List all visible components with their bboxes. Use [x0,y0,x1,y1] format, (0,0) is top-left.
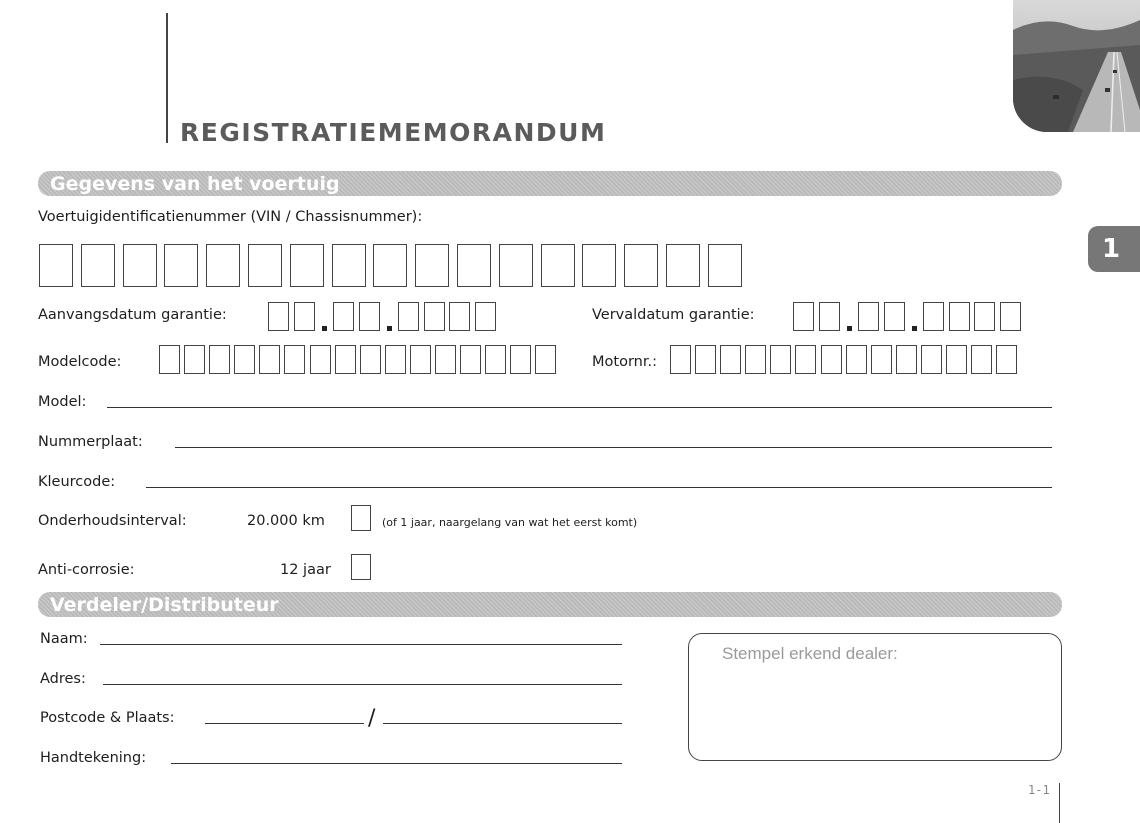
vin-box[interactable] [624,244,658,287]
model-code-boxes [159,345,561,374]
engine-no-label: Motornr.: [592,354,657,370]
date-separator-dot [847,326,852,331]
date-year-box[interactable] [949,302,970,331]
engine-no-box[interactable] [996,345,1017,374]
vin-box[interactable] [373,244,407,287]
model-code-box[interactable] [410,345,431,374]
vin-box[interactable] [164,244,198,287]
model-code-box[interactable] [510,345,531,374]
date-month-box[interactable] [333,302,354,331]
vin-box[interactable] [582,244,616,287]
highway-photo-illustration [1013,0,1140,132]
vin-box[interactable] [123,244,157,287]
anti-corrosion-value: 12 jaar [280,562,331,578]
date-separator-dot [387,326,392,331]
vin-boxes [39,244,750,287]
engine-no-box[interactable] [770,345,791,374]
dealer-signature-field[interactable] [171,763,622,764]
model-code-box[interactable] [209,345,230,374]
header-divider [166,13,168,143]
warranty-start-date-boxes [268,302,500,331]
engine-no-box[interactable] [896,345,917,374]
date-separator-dot [912,326,917,331]
section-header-vehicle: Gegevens van het voertuig [38,171,1062,196]
date-day-box[interactable] [819,302,840,331]
date-year-box[interactable] [923,302,944,331]
model-code-box[interactable] [184,345,205,374]
engine-no-box[interactable] [946,345,967,374]
vin-box[interactable] [541,244,575,287]
dealer-stamp-box[interactable] [688,633,1062,761]
engine-no-box[interactable] [795,345,816,374]
date-year-box[interactable] [449,302,470,331]
model-code-box[interactable] [259,345,280,374]
dealer-city-field[interactable] [383,723,622,724]
date-year-box[interactable] [424,302,445,331]
service-interval-value: 20.000 km [247,513,325,529]
warranty-start-label: Aanvangsdatum garantie: [38,307,227,323]
page-number-divider [1059,783,1060,823]
engine-no-box[interactable] [921,345,942,374]
warranty-end-label: Vervaldatum garantie: [592,307,755,323]
vin-box[interactable] [248,244,282,287]
model-code-label: Modelcode: [38,354,122,370]
model-code-box[interactable] [310,345,331,374]
date-day-box[interactable] [793,302,814,331]
model-code-box[interactable] [284,345,305,374]
dealer-stamp-label: Stempel erkend dealer: [722,644,898,663]
service-interval-note: (of 1 jaar, naargelang van wat het eerst komt) [382,516,638,529]
license-plate-field[interactable] [175,447,1052,448]
date-month-box[interactable] [884,302,905,331]
dealer-address-field[interactable] [103,684,622,685]
model-code-box[interactable] [360,345,381,374]
vin-box[interactable] [206,244,240,287]
dealer-name-field[interactable] [100,644,622,645]
vin-box[interactable] [499,244,533,287]
license-plate-label: Nummerplaat: [38,434,143,450]
model-code-box[interactable] [385,345,406,374]
model-code-box[interactable] [335,345,356,374]
highway-photo [1013,0,1140,132]
model-code-box[interactable] [159,345,180,374]
engine-no-boxes [670,345,1021,374]
date-month-box[interactable] [858,302,879,331]
engine-no-box[interactable] [846,345,867,374]
service-interval-checkbox[interactable] [351,505,371,531]
anti-corrosion-checkbox[interactable] [351,554,371,580]
date-day-box[interactable] [294,302,315,331]
vin-box[interactable] [332,244,366,287]
dealer-name-label: Naam: [40,631,88,647]
vin-box[interactable] [39,244,73,287]
date-year-box[interactable] [475,302,496,331]
dealer-postcode-field[interactable] [205,723,364,724]
service-interval-label: Onderhoudsinterval: [38,513,187,529]
color-code-label: Kleurcode: [38,474,116,490]
color-code-field[interactable] [146,487,1052,488]
section-header-dealer: Verdeler/Distributeur [38,592,1062,617]
date-year-box[interactable] [1000,302,1021,331]
vin-box[interactable] [81,244,115,287]
date-year-box[interactable] [974,302,995,331]
date-year-box[interactable] [398,302,419,331]
model-field[interactable] [107,407,1052,408]
vin-label: Voertuigidentificatienummer (VIN / Chassisnummer): [38,209,423,225]
engine-no-box[interactable] [670,345,691,374]
engine-no-box[interactable] [745,345,766,374]
model-code-box[interactable] [460,345,481,374]
vin-box[interactable] [415,244,449,287]
date-month-box[interactable] [359,302,380,331]
dealer-postcode-label: Postcode & Plaats: [40,710,175,726]
vin-box[interactable] [457,244,491,287]
page-title: REGISTRATIEMEMORANDUM [180,118,607,147]
dealer-address-label: Adres: [40,671,86,687]
anti-corrosion-label: Anti-corrosie: [38,562,135,578]
date-separator-dot [322,326,327,331]
vin-box[interactable] [290,244,324,287]
engine-no-box[interactable] [971,345,992,374]
dealer-signature-label: Handtekening: [40,750,147,766]
page-number: 1-1 [1028,783,1050,797]
model-label: Model: [38,394,87,410]
model-code-box[interactable] [485,345,506,374]
vin-box[interactable] [666,244,700,287]
warranty-end-date-boxes [793,302,1025,331]
engine-no-box[interactable] [871,345,892,374]
model-code-box[interactable] [535,345,556,374]
postcode-separator: / [368,706,376,731]
model-code-box[interactable] [234,345,255,374]
chapter-tab[interactable]: 1 [1088,226,1140,272]
model-code-box[interactable] [435,345,456,374]
vin-box[interactable] [708,244,742,287]
engine-no-box[interactable] [695,345,716,374]
engine-no-box[interactable] [821,345,842,374]
date-day-box[interactable] [268,302,289,331]
engine-no-box[interactable] [720,345,741,374]
